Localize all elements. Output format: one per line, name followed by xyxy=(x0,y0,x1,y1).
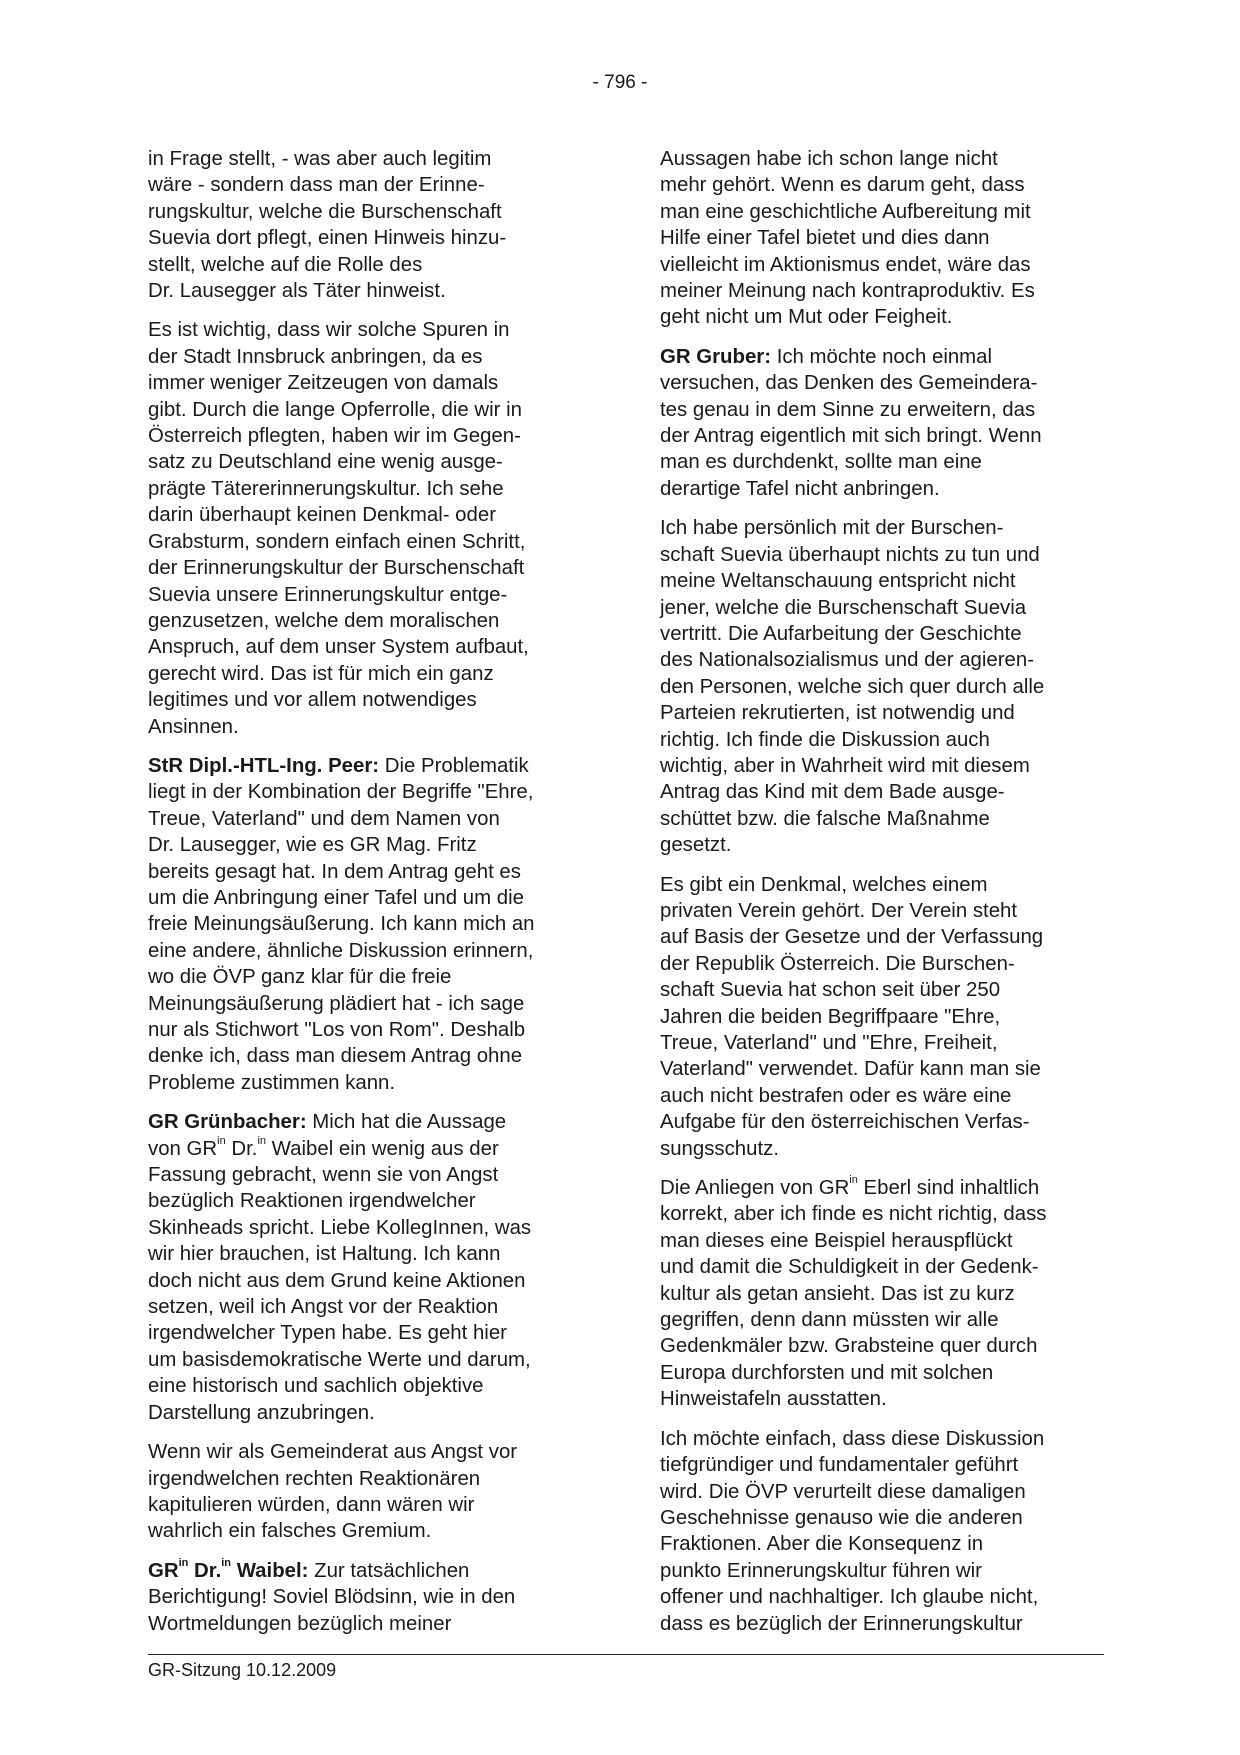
text-fragment: von GR xyxy=(148,1137,218,1160)
text-fragment: Waibel: xyxy=(231,1559,309,1582)
left-column xyxy=(148,146,600,1650)
text-line: stellt, welche auf die Rolle des xyxy=(148,253,423,276)
text-line: Ich möchte einfach, dass diese Diskussion xyxy=(660,1427,1045,1450)
text-line: Mich hat die Aussage xyxy=(306,1111,507,1134)
speaker-name xyxy=(148,1556,309,1582)
text-line: auch nicht bestrafen oder es wäre eine xyxy=(660,1084,1012,1107)
text-line: Hilfe einer Tafel bietet und dies dann xyxy=(660,227,990,250)
text-line: tiefgründiger und fundamentaler geführt xyxy=(660,1454,1019,1477)
text-line: kapitulieren würden, dann wären wir xyxy=(148,1493,475,1516)
text-line: Dr. Lausegger, wie es GR Mag. Fritz xyxy=(148,834,477,857)
text-line: gibt. Durch die lange Opferrolle, die wir in xyxy=(148,398,523,421)
text-line: Europa durchforsten und mit solchen xyxy=(660,1361,994,1384)
speaker-name: GR Gruber: xyxy=(660,345,772,368)
text-line: Aussagen habe ich schon lange nicht xyxy=(660,148,998,170)
paragraph xyxy=(660,872,1112,1162)
text-line: offener und nachhaltiger. Ich glaube nicht, xyxy=(660,1586,1039,1609)
paragraph xyxy=(660,1175,1112,1413)
text-line: Berichtigung! Soviel Blödsinn, wie in den xyxy=(148,1586,516,1609)
text-line: Ansinnen. xyxy=(148,715,239,738)
text-line: korrekt, aber ich finde es nicht richtig, dass xyxy=(660,1203,1047,1226)
text-line: schüttet bzw. die falsche Maßnahme xyxy=(660,807,990,830)
text-line: man eine geschichtliche Aufbereitung mit xyxy=(660,200,1031,223)
text-line: eine historisch und sachlich objektive xyxy=(148,1375,484,1398)
paragraph xyxy=(148,1558,600,1637)
text-fragment: Eberl sind inhaltlich xyxy=(857,1177,1040,1200)
text-line: Skinheads spricht. Liebe KollegInnen, was xyxy=(148,1216,532,1239)
superscript: in xyxy=(221,1556,232,1569)
text-line: schaft Suevia hat schon seit über 250 xyxy=(660,979,1001,1002)
text-line: wird. Die ÖVP verurteilt diese damaligen xyxy=(660,1480,1026,1503)
text-line: vertritt. Die Aufarbeitung der Geschichte xyxy=(660,622,1022,645)
text-line: der Antrag eigentlich mit sich bringt. Wenn xyxy=(660,425,1042,448)
text-line: Meinungsäußerung plädiert hat - ich sage xyxy=(148,992,525,1015)
text-line: des Nationalsozialismus und der agieren- xyxy=(660,649,1035,672)
text-line: Es gibt ein Denkmal, welches einem xyxy=(660,873,988,896)
text-line: sungsschutz. xyxy=(660,1137,780,1160)
text-line: um basisdemokratische Werte und darum, xyxy=(148,1348,531,1371)
paragraph xyxy=(660,1426,1112,1637)
text-line: wo die ÖVP ganz klar für die freie xyxy=(148,966,452,989)
text-line: schaft Suevia überhaupt nichts zu tun und xyxy=(660,543,1040,566)
text-line: Suevia dort pflegt, einen Hinweis hinzu- xyxy=(148,227,507,250)
text-line: gesetzt. xyxy=(660,834,732,857)
text-line: meiner Meinung nach kontraproduktiv. Es xyxy=(660,280,1035,303)
footer-session-date: GR-Sitzung 10.12.2009 xyxy=(148,1660,337,1680)
text-line: Antrag das Kind mit dem Bade ausge- xyxy=(660,781,1005,804)
text-line: Treue, Vaterland" und "Ehre, Freiheit, xyxy=(660,1032,998,1054)
superscript: in xyxy=(217,1134,226,1147)
text-line: liegt in der Kombination der Begriffe "Ehre, xyxy=(148,781,534,804)
text-line: Ich habe persönlich mit der Burschen- xyxy=(660,517,1004,540)
text-line: Wenn wir als Gemeinderat aus Angst vor xyxy=(148,1441,518,1464)
text-line: bereits gesagt hat. In dem Antrag geht es xyxy=(148,860,521,883)
text-line: Aufgabe für den österreichischen Verfas- xyxy=(660,1111,1030,1134)
text-line: Probleme zustimmen kann. xyxy=(148,1071,396,1094)
text-line: vielleicht im Aktionismus endet, wäre das xyxy=(660,253,1031,276)
paragraph xyxy=(148,753,600,1096)
text-line: mehr gehört. Wenn es darum geht, dass xyxy=(660,174,1025,197)
paragraph xyxy=(660,515,1112,858)
text-line: Grabsturm, sondern einfach einen Schritt, xyxy=(148,530,526,553)
text-fragment: Dr. xyxy=(225,1137,258,1160)
paragraph xyxy=(148,1109,600,1426)
text-line: auf Basis der Gesetze und der Verfassung xyxy=(660,926,1044,949)
text-line: denke ich, dass man diesem Antrag ohne xyxy=(148,1045,523,1068)
text-line: geht nicht um Mut oder Feigheit. xyxy=(660,306,953,329)
speaker-name: GR Grünbacher: xyxy=(148,1111,307,1134)
text-line: rungskultur, welche die Burschenschaft xyxy=(148,200,502,223)
text-line: Suevia unsere Erinnerungskultur entge- xyxy=(148,583,508,606)
text-line: Dr. Lausegger als Täter hinweist. xyxy=(148,280,446,303)
text-line: der Republik Österreich. Die Burschen- xyxy=(660,952,1015,975)
footer-divider xyxy=(148,1654,1104,1655)
speaker-name: StR Dipl.-HTL-Ing. Peer: xyxy=(148,754,380,777)
text-line: irgendwelchen rechten Reaktionären xyxy=(148,1467,481,1490)
text-line: Hinweistafeln ausstatten. xyxy=(660,1388,887,1411)
paragraph xyxy=(660,146,1112,331)
text-line: man es durchdenkt, sollte man eine xyxy=(660,451,982,474)
text-line: Es ist wichtig, dass wir solche Spuren in xyxy=(148,319,510,342)
text-line: derartige Tafel nicht anbringen. xyxy=(660,477,940,500)
text-line: und damit die Schuldigkeit in der Gedenk- xyxy=(660,1256,1039,1279)
text-line: versuchen, das Denken des Gemeindera- xyxy=(660,372,1038,395)
text-line: Fraktionen. Aber die Konsequenz in xyxy=(660,1533,984,1556)
text-line: eine andere, ähnliche Diskussion erinnern, xyxy=(148,939,534,962)
text-line: um die Anbringung einer Tafel und um die xyxy=(148,886,524,909)
text-line: wäre - sondern dass man der Erinne- xyxy=(148,174,485,197)
text-fragment: GR xyxy=(148,1559,179,1582)
text-line: Wortmeldungen bezüglich meiner xyxy=(148,1612,452,1635)
text-line: Vaterland" verwendet. Dafür kann man sie xyxy=(660,1058,1041,1081)
text-line: der Stadt Innsbruck anbringen, da es xyxy=(148,345,483,368)
text-line: Die Problematik xyxy=(379,754,529,777)
text-line: immer weniger Zeitzeugen von damals xyxy=(148,372,499,395)
text-line: prägte Tätererinnerungskultur. Ich sehe xyxy=(148,477,504,500)
text-line: gegriffen, denn dann müssten wir alle xyxy=(660,1309,999,1332)
text-line: satz zu Deutschland eine wenig ausge- xyxy=(148,451,503,474)
text-line: jener, welche die Burschenschaft Suevia xyxy=(660,596,1027,619)
text-line: wahrlich ein falsches Gremium. xyxy=(148,1520,432,1543)
text-line: Parteien rekrutierten, ist notwendig und xyxy=(660,702,1015,725)
text-line: Österreich pflegten, haben wir im Gegen- xyxy=(148,425,521,448)
text-line: Anspruch, auf dem unser System aufbaut, xyxy=(148,636,529,659)
text-line: Zur tatsächlichen xyxy=(308,1559,470,1582)
text-line: dass es bezüglich der Erinnerungskultur xyxy=(660,1612,1023,1635)
text-line: Treue, Vaterland" und dem Namen von xyxy=(148,807,500,830)
text-line: wichtig, aber in Wahrheit wird mit diesem xyxy=(660,754,1030,777)
text-line: nur als Stichwort "Los von Rom". Deshalb xyxy=(148,1019,526,1041)
text-line: meine Weltanschauung entspricht nicht xyxy=(660,570,1016,593)
text-fragment: Dr. xyxy=(188,1559,222,1582)
text-line: Ich möchte noch einmal xyxy=(771,345,993,368)
text-line: man dieses eine Beispiel herauspflückt xyxy=(660,1229,1013,1252)
text-line: wir hier brauchen, ist Haltung. Ich kann xyxy=(148,1243,501,1266)
text-line: Geschehnisse genauso wie die anderen xyxy=(660,1506,1023,1529)
text-fragment: Waibel ein wenig aus der xyxy=(266,1137,499,1160)
text-line: Jahren die beiden Begriffpaare "Ehre, xyxy=(660,1005,1001,1028)
page-number: - 796 - xyxy=(592,72,648,93)
text-line: in Frage stellt, - was aber auch legitim xyxy=(148,148,492,170)
text-line: Fassung gebracht, wenn sie von Angst xyxy=(148,1164,499,1187)
text-line: legitimes und vor allem notwendiges xyxy=(148,689,477,712)
text-line: kultur als getan ansieht. Das ist zu kurz xyxy=(660,1282,1015,1305)
text-line: doch nicht aus dem Grund keine Aktionen xyxy=(148,1269,526,1292)
paragraph xyxy=(148,146,600,304)
text-line: den Personen, welche sich quer durch alle xyxy=(660,675,1045,698)
paragraph xyxy=(148,317,600,740)
paragraph xyxy=(660,344,1112,502)
superscript: in xyxy=(849,1174,858,1187)
text-line: genzusetzen, welche dem moralischen xyxy=(148,609,500,632)
text-line: bezüglich Reaktionen irgendwelcher xyxy=(148,1190,476,1213)
text-line: tes genau in dem Sinne zu erweitern, das xyxy=(660,398,1036,421)
right-column xyxy=(660,146,1112,1650)
text-line: richtig. Ich finde die Diskussion auch xyxy=(660,728,990,751)
text-line: irgendwelcher Typen habe. Es geht hier xyxy=(148,1322,507,1345)
text-line: punkto Erinnerungskultur führen wir xyxy=(660,1559,982,1582)
superscript: in xyxy=(178,1556,189,1569)
text-line: freie Meinungsäußerung. Ich kann mich an xyxy=(148,913,535,936)
text-line: darin überhaupt keinen Denkmal- oder xyxy=(148,504,496,527)
paragraph xyxy=(148,1439,600,1545)
text-fragment: Die Anliegen von GR xyxy=(660,1177,850,1200)
text-line: setzen, weil ich Angst vor der Reaktion xyxy=(148,1296,499,1319)
text-line: privaten Verein gehört. Der Verein steht xyxy=(660,899,1018,922)
text-line: Gedenkmäler bzw. Grabsteine quer durch xyxy=(660,1335,1038,1358)
text-line: gerecht wird. Das ist für mich ein ganz xyxy=(148,662,494,685)
superscript: in xyxy=(257,1134,266,1147)
text-line: Darstellung anzubringen. xyxy=(148,1401,375,1424)
text-line: der Erinnerungskultur der Burschenschaft xyxy=(148,557,525,580)
